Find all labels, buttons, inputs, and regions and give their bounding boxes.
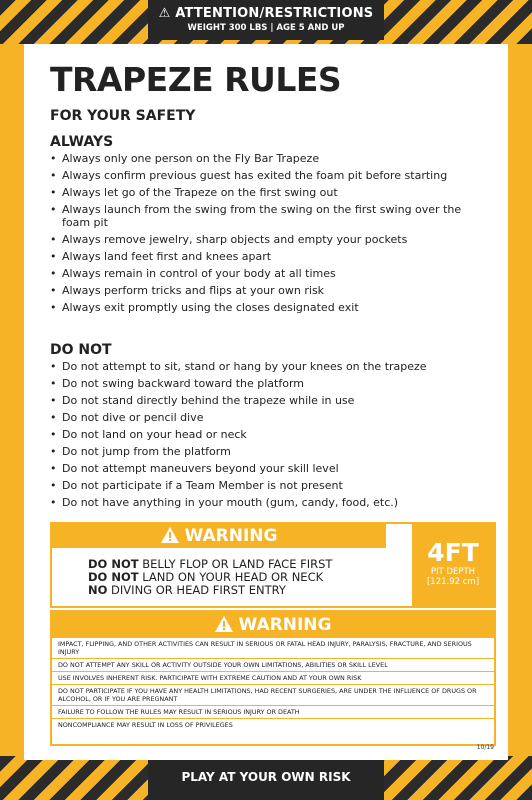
warning-triangle-icon bbox=[161, 527, 179, 543]
warning-primary-content bbox=[52, 524, 386, 606]
warning-row: NONCOMPLIANCE MAY RESULT IN LOSS OF PRIVILEGES bbox=[58, 721, 233, 729]
list-item: • Always remove jewelry, sharp objects and empty your pockets bbox=[50, 233, 482, 246]
list-item: • Always land feet first and knees apart bbox=[50, 250, 482, 263]
list-item: • Do not have anything in your mouth (gum, candy, food, etc.) bbox=[50, 496, 482, 509]
always-heading: ALWAYS bbox=[50, 134, 114, 150]
page-subtitle: FOR YOUR SAFETY bbox=[50, 108, 196, 124]
list-item: • Do not land on your head or neck bbox=[50, 428, 482, 441]
rules-panel bbox=[24, 44, 508, 760]
list-item: • Always perform tricks and flips at your own risk bbox=[50, 284, 482, 297]
pit-depth-badge bbox=[412, 524, 494, 606]
page-title: TRAPEZE RULES bbox=[50, 60, 342, 99]
always-list bbox=[50, 152, 482, 318]
warning-primary-lines bbox=[52, 548, 386, 597]
list-item: • Always confirm previous guest has exited the foam pit before starting bbox=[50, 169, 482, 182]
restrictions-banner bbox=[148, 0, 384, 40]
warning-line: DO NOT BELLY FLOP OR LAND FACE FIRST bbox=[88, 557, 333, 571]
donot-list bbox=[50, 360, 482, 513]
list-item: • Do not attempt maneuvers beyond your skill level bbox=[50, 462, 482, 475]
warning-row: DO NOT PARTICIPATE IF YOU HAVE ANY HEALTH LIMITATIONS, HAD RECENT SURGERIES, ARE UNDER THE INFLUENCE OF DRUGS OR ALCOHOL, OR IF YOU ARE PREGNANT bbox=[52, 685, 494, 706]
warning-primary-header: WARNING bbox=[52, 524, 386, 548]
warning-box-secondary bbox=[50, 610, 496, 746]
list-item: • Always let go of the Trapeze on the first swing out bbox=[50, 186, 482, 199]
list-item: • Always exit promptly using the closes designated exit bbox=[50, 301, 482, 314]
list-item: • Do not participate if a Team Member is not present bbox=[50, 479, 482, 492]
list-item: • Do not dive or pencil dive bbox=[50, 411, 482, 424]
list-item: • Always launch from the swing from the swing on the first swing over the foam pit bbox=[50, 203, 482, 229]
warning-row: USE INVOLVES INHERENT RISK. PARTICIPATE WITH EXTREME CAUTION AND AT YOUR OWN RISK bbox=[52, 672, 494, 685]
warning-line: NO DIVING OR HEAD FIRST ENTRY bbox=[88, 583, 286, 597]
version-code: 10/19 bbox=[476, 744, 494, 751]
pit-depth-metric: [121.92 cm] bbox=[426, 577, 480, 587]
banner-subtitle: WEIGHT 300 LBS | AGE 5 AND UP bbox=[187, 23, 345, 33]
list-item: • Do not swing backward toward the platform bbox=[50, 377, 482, 390]
footer-text: PLAY AT YOUR OWN RISK bbox=[181, 770, 351, 784]
list-item: • Always only one person on the Fly Bar Trapeze bbox=[50, 152, 482, 165]
warning-line: DO NOT LAND ON YOUR HEAD OR NECK bbox=[88, 570, 324, 584]
banner-title: ⚠ ATTENTION/RESTRICTIONS bbox=[158, 6, 374, 21]
pit-depth-label: PIT DEPTH bbox=[430, 567, 476, 577]
warning-box-primary bbox=[50, 522, 496, 608]
donot-heading: DO NOT bbox=[50, 342, 112, 358]
warning-secondary-header: WARNING bbox=[52, 612, 494, 638]
warning-triangle-icon: ⚠ bbox=[158, 6, 171, 21]
list-item: • Always remain in control of your body at all times bbox=[50, 267, 482, 280]
warning-row: IMPACT, FLIPPING, AND OTHER ACTIVITIES CAN RESULT IN SERIOUS OR FATAL HEAD INJURY, PARALYSIS, FRACTURE, AND SERIOUS INJURY bbox=[52, 638, 494, 659]
warning-row: FAILURE TO FOLLOW THE RULES MAY RESULT IN SERIOUS INJURY OR DEATH bbox=[52, 706, 494, 719]
warning-row: DO NOT ATTEMPT ANY SKILL OR ACTIVITY OUTSIDE YOUR OWN LIMITATIONS, ABILITIES OR SKILL LEVEL bbox=[52, 659, 494, 672]
list-item: • Do not attempt to sit, stand or hang by your knees on the trapeze bbox=[50, 360, 482, 373]
warning-triangle-icon bbox=[215, 616, 233, 632]
pit-depth-value: 4FT bbox=[427, 538, 479, 567]
list-item: • Do not stand directly behind the trapeze while in use bbox=[50, 394, 482, 407]
list-item: • Do not jump from the platform bbox=[50, 445, 482, 458]
